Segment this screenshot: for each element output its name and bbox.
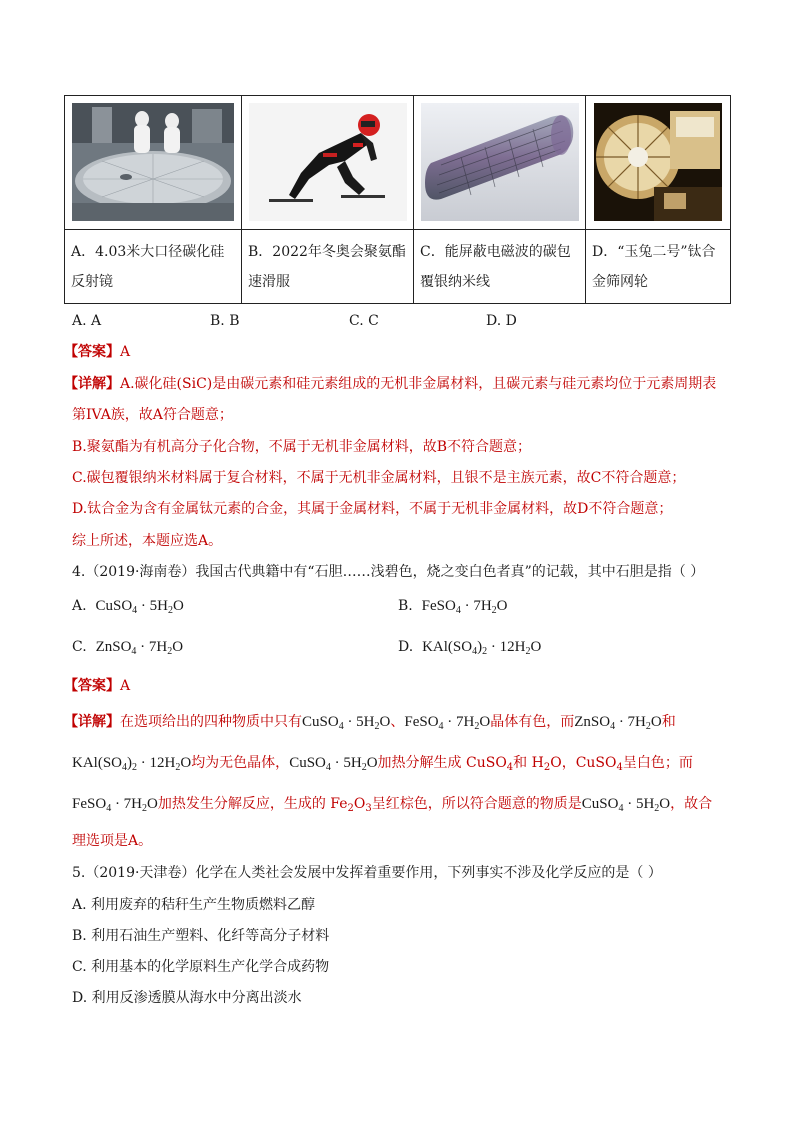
explain-tag: 【详解】 [64, 376, 120, 392]
options-image-table [64, 95, 731, 304]
answer-tag: 【答案】 [64, 678, 120, 694]
image-cell-b [242, 96, 414, 230]
answer-value: A [120, 344, 131, 360]
q3-explain-line-4: C.碳包覆银纳米材料属于复合材料，不属于无机非金属材料，且银不是主族元素，故C不符合题意； [72, 470, 686, 486]
q4-stem: 4.（2019·海南卷）我国古代典籍中有“石胆……浅碧色，烧之变白色者真”的记载，其中石胆是指（ ） [72, 564, 705, 580]
sic-mirror-image [72, 103, 234, 221]
q4-explain-line-1: 【详解】在选项给出的四种物质中只有CuSO$_4$ · $5H_2O$、FeSO$_4$ · $7H_2O$晶体有色，而ZnSO$_4$ · $7H_2O$和 [64, 714, 676, 732]
q3-explain-line-5: D.钛合金为含有金属钛元素的合金，其属于金属材料，不属于无机非金属材料，故D不符合题意； [72, 501, 673, 517]
q3-explain-line-2: 第IVA族，故A符合题意； [72, 407, 233, 423]
explain-tag: 【详解】 [64, 714, 120, 730]
caption-b: B．2022年冬奥会聚氨酯速滑服 [242, 230, 414, 304]
image-cell-c [414, 96, 586, 230]
caption-a: A．4.03米大口径碳化硅反射镜 [65, 230, 242, 304]
nanowire-image [421, 103, 579, 221]
q3-option-b: B. B [210, 313, 240, 329]
speed-skater-image [249, 103, 407, 221]
q4-option-a: A. CuSO$_4$ · $5H_2O$ [72, 598, 184, 616]
q3-option-a: A. A [72, 313, 102, 329]
q5-option-c: C. 利用基本的化学原料生产化学合成药物 [72, 959, 330, 975]
q3-answer [64, 342, 130, 362]
q3-explain-line-6: 综上所述，本题应选A。 [72, 533, 223, 549]
q5-option-a: A. 利用废弃的秸秆生产生物质燃料乙醇 [72, 897, 316, 913]
answer-value: A [120, 678, 131, 694]
q5-option-b: B. 利用石油生产塑料、化纤等高分子材料 [72, 928, 330, 944]
caption-c: C．能屏蔽电磁波的碳包覆银纳米线 [414, 230, 586, 304]
q5-option-d: D. 利用反渗透膜从海水中分离出淡水 [72, 990, 302, 1006]
caption-d: D．“玉兔二号”钛合金筛网轮 [586, 230, 731, 304]
q3-option-d: D. D [486, 313, 517, 329]
q4-option-c: C. ZnSO$_4$ · $7H_2O$ [72, 639, 184, 657]
q3-option-c: C. C [349, 313, 379, 329]
image-cell-d [586, 96, 731, 230]
q4-option-d: D. $KAl(SO_4)_2 \cdot 12H_2O$ [398, 639, 542, 657]
yutu-wheel-image [594, 103, 722, 221]
q5-stem: 5.（2019·天津卷）化学在人类社会发展中发挥着重要作用，下列事实不涉及化学反应的是（ ） [72, 865, 662, 881]
q4-explain-line-3: FeSO$_4$ · $7H_2O$加热发生分解反应，生成的 $Fe_2O_3$呈红棕色，所以符合题意的物质是CuSO$_4$ · $5H_2O$，故合 [72, 796, 713, 814]
q3-explain-line-3: B.聚氨酯为有机高分子化合物，不属于无机非金属材料，故B不符合题意； [72, 439, 532, 455]
q4-answer [64, 676, 130, 696]
q4-explain-line-2: $KAl(SO_4)_2 \cdot 12H_2O$均为无色晶体，CuSO$_4$ · $5H_2O$加热分解生成 CuSO$_4$和 $H_2O$，CuSO$_4$呈白色；而 [72, 755, 693, 773]
image-cell-a [65, 96, 242, 230]
q4-option-b: B. FeSO$_4$ · $7H_2O$ [398, 598, 508, 616]
answer-tag: 【答案】 [64, 344, 120, 360]
q4-explain-line-4: 理选项是A。 [72, 833, 153, 849]
q3-explain-line-1: 【详解】A.碳化硅(SiC)是由碳元素和硅元素组成的无机非金属材料，且碳元素与硅元素均位于元素周期表 [64, 376, 717, 392]
